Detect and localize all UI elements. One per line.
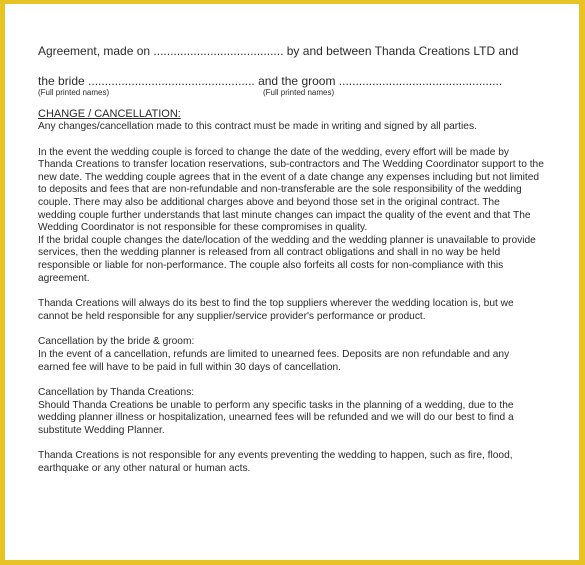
text-line: earthquake or any other natural or human acts. bbox=[38, 463, 251, 475]
agreement-line: Agreement, made on ....................................... by and between Thanda Creations LTD and bbox=[38, 44, 519, 58]
text-line: Should Thanda Creations be unable to perform any specific tasks in the planning of a wedding, due to the bbox=[38, 399, 514, 411]
text-line: Thanda Creations to transfer location reservations, sub-contractors and The Wedding Coordinator support to the bbox=[38, 159, 544, 171]
section-heading: CHANGE / CANCELLATION: bbox=[38, 108, 181, 120]
text-line: wedding planner illness or hospitalization, unearned fees will be refunded and we will do our best to find a bbox=[38, 412, 514, 424]
bride-name-caption: (Full printed names) bbox=[38, 88, 110, 97]
names-subcaption bbox=[38, 88, 561, 98]
paragraph-changes: Any changes/cancellation made to this contract must be made in writing and signed by all parties. bbox=[38, 121, 477, 132]
text-line: agreement. bbox=[38, 272, 90, 284]
text-line: to deposits and fees that are non-refundable and non-transferable are the sole responsibility of the wedding bbox=[38, 184, 522, 196]
paragraph-force-majeure bbox=[38, 450, 561, 475]
text-line: Cancellation by the bride & groom: bbox=[38, 336, 195, 348]
paragraph-cancel-thanda bbox=[38, 387, 561, 437]
text-line: Thanda Creations will always do its best to find the top suppliers wherever the wedding location is, but we bbox=[38, 298, 514, 310]
text-line: cannot be held responsible for any supplier/service provider's performance or product. bbox=[38, 310, 426, 322]
parties-line: the bride .................................................. and the groom ................................................. bbox=[38, 74, 503, 88]
text-line: In the event of a cancellation, refunds are limited to unearned fees. Deposits are non refundable and any bbox=[38, 348, 510, 360]
paragraph-cancel-couple bbox=[38, 336, 561, 374]
text-line: wedding couple further understands that last minute changes can impact the quality of the event and that The bbox=[38, 209, 531, 221]
text-line: substitute Wedding Planner. bbox=[38, 424, 165, 436]
text-line: Thanda Creations is not responsible for any events preventing the wedding to happen, such as fire, flood, bbox=[38, 450, 513, 462]
document-page bbox=[5, 4, 579, 560]
paragraph-date-change bbox=[38, 147, 561, 286]
text-line: responsible or liable for non-performance. The couple also forfeits all costs for non-compliance with this bbox=[38, 259, 504, 271]
paragraph-suppliers bbox=[38, 298, 561, 323]
text-line: couple. There may also be additional charges above and beyond those set in the original contract. The bbox=[38, 196, 500, 208]
groom-name-caption: (Full printed names) bbox=[263, 88, 335, 97]
text-line: In the event the wedding couple is forced to change the date of the wedding, every effort will be made by bbox=[38, 146, 510, 158]
text-line: services, then the wedding planner is released from all contract obligations and shall in no way be held bbox=[38, 247, 501, 259]
text-line: new date. The wedding couple agrees that in the event of a date change any expenses including but not limited bbox=[38, 171, 540, 183]
text-line: If the bridal couple changes the date/location of the wedding and the wedding planner is unavailable to provide bbox=[38, 234, 536, 246]
text-line: Cancellation by Thanda Creations: bbox=[38, 387, 195, 399]
text-line: earned fee will have to be paid in full within 30 days of cancellation. bbox=[38, 361, 341, 373]
text-line: Wedding Coordinator is not responsible for these compromises in quality. bbox=[38, 222, 368, 234]
